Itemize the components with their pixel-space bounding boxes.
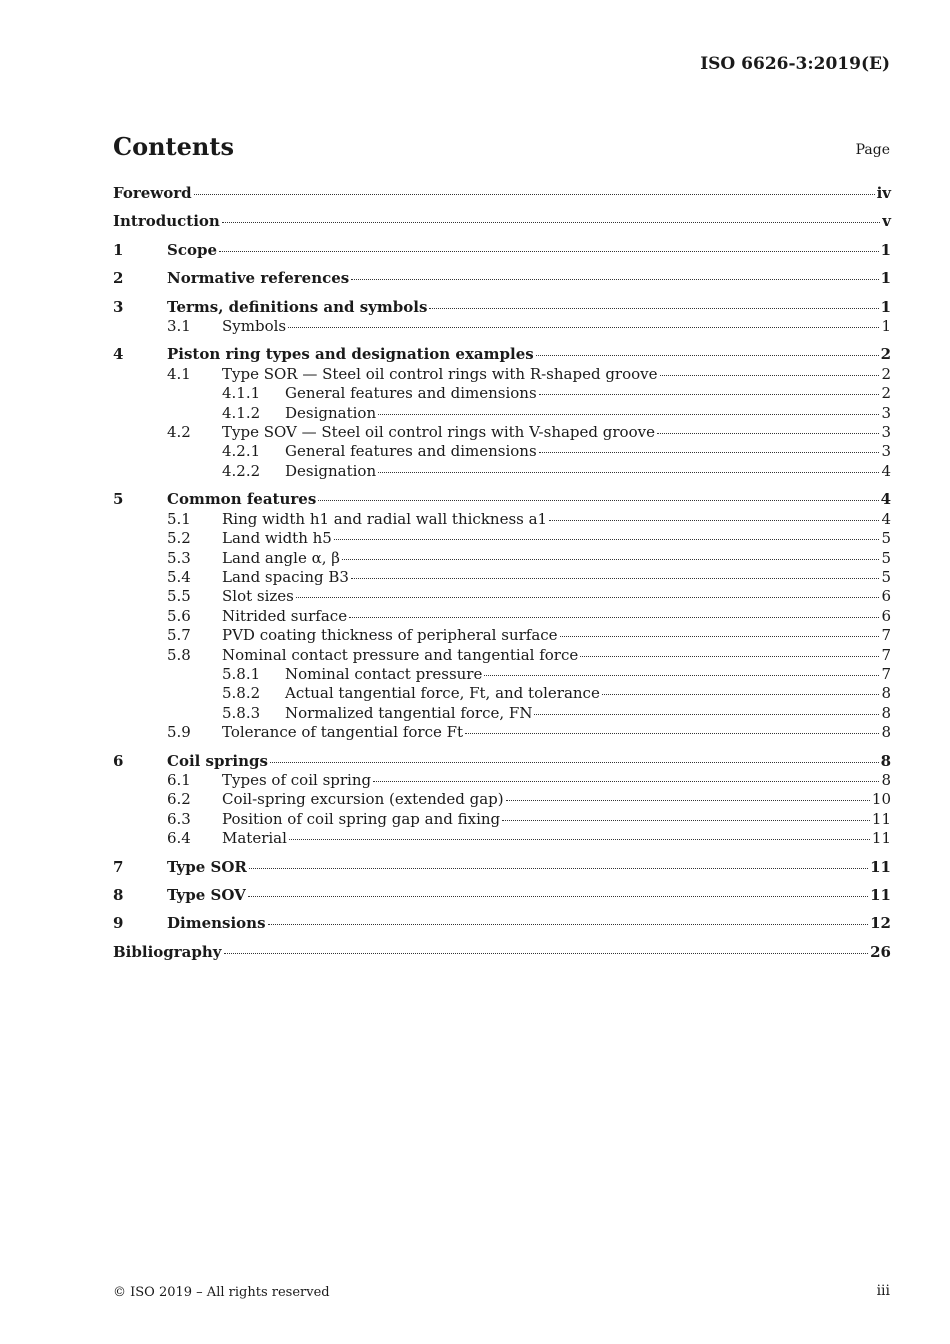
- toc-entry[interactable]: [113, 442, 891, 461]
- dot-leader: [506, 800, 870, 801]
- dot-leader: [318, 500, 878, 501]
- toc-entry-page: 26: [870, 942, 891, 961]
- toc-entry-page: 2: [880, 345, 891, 364]
- toc-entry-number: 5.8: [167, 645, 191, 664]
- toc-entry-title: Normalized tangential force, FN: [285, 703, 533, 722]
- dot-leader: [248, 896, 868, 897]
- toc-entry-number: 9: [113, 914, 124, 933]
- toc-entry-page: 1: [880, 240, 891, 259]
- toc-entry-page: 2: [881, 384, 891, 403]
- toc-entry-number: 5.8.2: [222, 684, 261, 703]
- toc-entry[interactable]: [113, 704, 891, 723]
- toc-entry-page: 4: [881, 509, 891, 528]
- toc-entry[interactable]: [113, 462, 891, 481]
- toc-entry-page: v: [882, 212, 891, 231]
- toc-entry[interactable]: [113, 886, 891, 905]
- dot-leader: [249, 868, 868, 869]
- toc-entry[interactable]: [113, 665, 891, 684]
- toc-entry-page: 5: [881, 548, 891, 567]
- toc-entry-title: Dimensions: [167, 914, 266, 933]
- toc-entry-number: 5.4: [167, 567, 191, 586]
- toc-entry[interactable]: [113, 345, 891, 364]
- dot-leader: [429, 308, 878, 309]
- toc-entry-title: Introduction: [113, 212, 220, 231]
- toc-entry-title: Piston ring types and designation examples: [167, 345, 534, 364]
- toc-entry-number: 5.1: [167, 509, 191, 528]
- toc-entry-page: iv: [876, 184, 891, 202]
- toc-entry-page: 1: [881, 317, 891, 336]
- toc-entry-page: 11: [870, 857, 891, 876]
- toc-entry-page: 3: [881, 423, 891, 442]
- toc-entry-title: PVD coating thickness of peripheral surface: [222, 626, 558, 645]
- toc-entry[interactable]: [113, 607, 891, 626]
- dot-leader: [560, 636, 880, 637]
- dot-leader: [373, 781, 879, 782]
- toc-entry[interactable]: [113, 943, 891, 962]
- dot-leader: [549, 520, 879, 521]
- toc-entry-page: 7: [881, 664, 891, 683]
- toc-entry[interactable]: [113, 549, 891, 568]
- toc-entry[interactable]: [113, 269, 891, 288]
- toc-entry-title: Type SOV: [167, 886, 246, 904]
- table-of-contents: [113, 184, 891, 962]
- toc-entry-page: 1: [880, 297, 891, 316]
- toc-entry[interactable]: [113, 810, 891, 829]
- toc-entry-page: 8: [881, 723, 891, 742]
- toc-entry-number: 4.2.1: [222, 442, 261, 461]
- toc-entry[interactable]: [113, 365, 891, 384]
- toc-entry-title: Type SOR — Steel oil control rings with R-shaped groove: [222, 364, 658, 383]
- toc-entry-title: Types of coil spring: [222, 770, 372, 789]
- copyright-notice: © ISO 2019 – All rights reserved: [113, 1285, 330, 1300]
- toc-entry-number: 5.9: [167, 723, 191, 742]
- toc-entry-number: 5.3: [167, 548, 191, 567]
- toc-entry-number: 4.1.2: [222, 403, 261, 422]
- toc-entry-page: 7: [881, 645, 891, 664]
- toc-entry[interactable]: [113, 829, 891, 848]
- toc-entry[interactable]: [113, 529, 891, 548]
- toc-entry-title: Bibliography: [113, 942, 222, 961]
- dot-leader: [222, 222, 880, 223]
- toc-entry[interactable]: [113, 771, 891, 790]
- toc-entry[interactable]: [113, 752, 891, 771]
- page-number: iii: [876, 1283, 890, 1299]
- dot-leader: [539, 394, 880, 395]
- toc-entry[interactable]: [113, 490, 891, 509]
- toc-entry-title: Material: [222, 829, 287, 848]
- toc-entry[interactable]: [113, 858, 891, 877]
- toc-entry-number: 5: [113, 490, 124, 509]
- toc-entry[interactable]: [113, 298, 891, 317]
- toc-entry-page: 11: [870, 886, 891, 904]
- toc-entry-title: General features and dimensions: [285, 442, 537, 461]
- dot-leader: [534, 714, 879, 715]
- dot-leader: [351, 578, 879, 579]
- dot-leader: [351, 279, 878, 280]
- toc-entry-title: Common features: [167, 490, 317, 509]
- toc-entry-page: 2: [881, 364, 891, 383]
- dot-leader: [539, 452, 880, 453]
- toc-entry-page: 8: [881, 703, 891, 722]
- dot-leader: [289, 839, 870, 840]
- toc-entry-page: 5: [881, 529, 891, 548]
- toc-entry-page: 8: [881, 770, 891, 789]
- dot-leader: [268, 924, 869, 925]
- toc-entry-title: Position of coil spring gap and fixing: [222, 809, 501, 828]
- dot-leader: [224, 953, 869, 954]
- toc-entry-number: 4.2.2: [222, 461, 261, 480]
- toc-entry-title: Normative references: [167, 269, 350, 288]
- toc-entry-title: Nominal contact pressure: [285, 664, 483, 683]
- toc-entry[interactable]: [113, 626, 891, 645]
- toc-entry-number: 6.3: [167, 809, 191, 828]
- dot-leader: [660, 375, 880, 376]
- dot-leader: [334, 539, 880, 540]
- toc-entry-title: Designation: [285, 461, 377, 480]
- toc-entry-number: 5.6: [167, 606, 191, 625]
- toc-entry-number: 6.4: [167, 829, 191, 848]
- dot-leader: [194, 194, 875, 195]
- dot-leader: [502, 820, 870, 821]
- toc-entry[interactable]: [113, 241, 891, 260]
- dot-leader: [536, 355, 879, 356]
- toc-entry-page: 4: [880, 490, 891, 509]
- toc-entry[interactable]: [113, 568, 891, 587]
- toc-entry-number: 4.2: [167, 423, 191, 442]
- toc-entry-number: 5.2: [167, 529, 191, 548]
- dot-leader: [288, 327, 879, 328]
- dot-leader: [657, 433, 879, 434]
- dot-leader: [602, 694, 880, 695]
- dot-leader: [342, 559, 880, 560]
- document-id: ISO 6626-3:2019(E): [700, 54, 890, 74]
- toc-entry-number: 4.1: [167, 364, 191, 383]
- toc-entry-page: 10: [871, 790, 891, 809]
- toc-entry[interactable]: [113, 587, 891, 606]
- toc-entry-number: 3.1: [167, 317, 191, 336]
- toc-entry-page: 11: [871, 829, 891, 848]
- toc-entry[interactable]: [113, 646, 891, 665]
- toc-entry-number: 5.8.1: [222, 664, 261, 683]
- toc-entry[interactable]: [113, 404, 891, 423]
- toc-entry[interactable]: [113, 212, 891, 231]
- toc-entry-title: Nitrided surface: [222, 606, 348, 625]
- toc-entry-page: 7: [881, 626, 891, 645]
- toc-entry-number: 6.1: [167, 770, 191, 789]
- toc-entry[interactable]: [113, 684, 891, 703]
- toc-entry-page: 3: [881, 442, 891, 461]
- toc-entry-page: 6: [881, 587, 891, 606]
- toc-entry-page: 11: [871, 809, 891, 828]
- toc-entry-number: 5.8.3: [222, 703, 261, 722]
- toc-entry-page: 8: [880, 751, 891, 770]
- toc-entry[interactable]: [113, 723, 891, 742]
- toc-entry-number: 8: [113, 886, 124, 904]
- dot-leader: [219, 251, 879, 252]
- toc-entry-page: 1: [880, 269, 891, 288]
- dot-leader: [349, 617, 879, 618]
- toc-entry-title: Type SOR: [167, 857, 247, 876]
- toc-entry[interactable]: [113, 790, 891, 809]
- toc-entry-number: 6: [113, 751, 124, 770]
- toc-entry-title: Land spacing B3: [222, 567, 349, 586]
- dot-leader: [270, 762, 879, 763]
- toc-entry-page: 4: [881, 461, 891, 480]
- toc-entry-number: 1: [113, 240, 124, 259]
- toc-entry[interactable]: [113, 510, 891, 529]
- toc-entry-title: Tolerance of tangential force Ft: [222, 723, 464, 742]
- toc-entry-number: 2: [113, 269, 124, 288]
- toc-entry[interactable]: [113, 184, 891, 203]
- toc-entry-title: Scope: [167, 240, 218, 259]
- toc-entry-title: Ring width h1 and radial wall thickness a1: [222, 509, 548, 528]
- toc-entry-title: Symbols: [222, 317, 287, 336]
- toc-entry-number: 7: [113, 857, 124, 876]
- page-title: Contents: [113, 132, 234, 161]
- toc-entry-title: Slot sizes: [222, 587, 294, 606]
- toc-entry[interactable]: [113, 384, 891, 403]
- toc-entry[interactable]: [113, 423, 891, 442]
- toc-entry-number: 4.1.1: [222, 384, 261, 403]
- toc-entry[interactable]: [113, 914, 891, 933]
- dot-leader: [378, 414, 879, 415]
- dot-leader: [296, 597, 880, 598]
- toc-entry-title: Type SOV — Steel oil control rings with V-shaped groove: [222, 423, 655, 442]
- page-column-label: Page: [855, 142, 890, 158]
- toc-entry-title: Land angle α, β: [222, 548, 340, 567]
- toc-entry-title: Nominal contact pressure and tangential force: [222, 645, 579, 664]
- toc-entry-title: General features and dimensions: [285, 384, 537, 403]
- dot-leader: [580, 656, 879, 657]
- toc-entry-page: 8: [881, 684, 891, 703]
- toc-entry-page: 3: [881, 403, 891, 422]
- toc-entry-title: Coil springs: [167, 751, 268, 770]
- toc-entry-number: 5.5: [167, 587, 191, 606]
- dot-leader: [378, 472, 879, 473]
- toc-entry-number: 3: [113, 297, 124, 316]
- dot-leader: [484, 675, 879, 676]
- toc-entry-title: Actual tangential force, Ft, and tolerance: [285, 684, 600, 703]
- toc-entry-title: Foreword: [113, 184, 192, 202]
- toc-entry-title: Land width h5: [222, 529, 332, 548]
- toc-entry-number: 4: [113, 345, 124, 364]
- toc-entry-title: Terms, definitions and symbols: [167, 297, 428, 316]
- toc-entry-number: 6.2: [167, 790, 191, 809]
- toc-entry-page: 5: [881, 567, 891, 586]
- toc-entry-title: Coil-spring excursion (extended gap): [222, 790, 504, 809]
- toc-entry-page: 6: [881, 606, 891, 625]
- toc-entry[interactable]: [113, 317, 891, 336]
- toc-entry-page: 12: [870, 914, 891, 933]
- toc-entry-title: Designation: [285, 403, 377, 422]
- toc-entry-number: 5.7: [167, 626, 191, 645]
- dot-leader: [465, 733, 879, 734]
